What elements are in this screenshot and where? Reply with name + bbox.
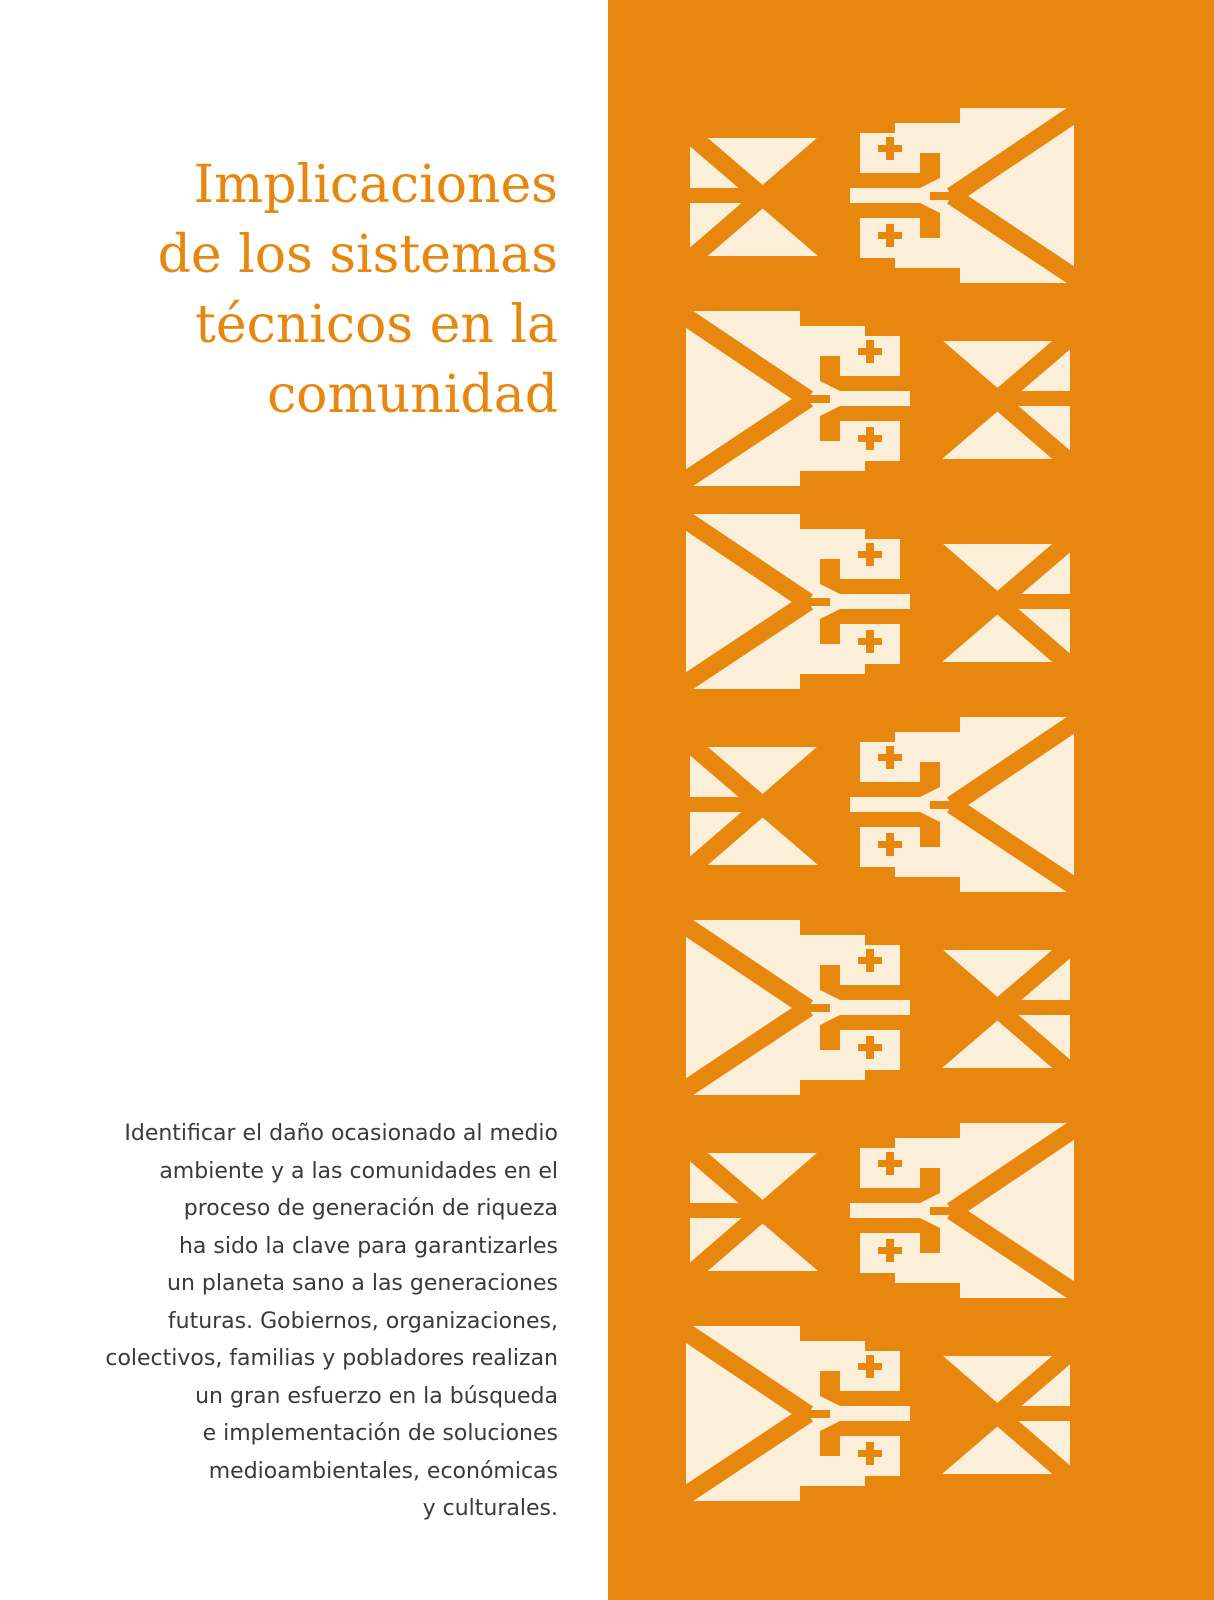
intro-line: medioambientales, económicas [208,1458,558,1484]
ornament-motif [680,920,1080,1095]
ornament-motif [680,311,1080,486]
intro-line: Identificar el daño ocasionado al medio [124,1121,558,1146]
intro-line: e implementación de soluciones [202,1421,558,1446]
chapter-title-line: técnicos en la [195,295,558,355]
intro-line: proceso de generación de riqueza [183,1196,558,1221]
intro-line: colectivos, familias y pobladores realizan [105,1346,558,1371]
ornament-pattern [608,0,1214,1600]
intro-paragraph [38,1115,558,1528]
intro-line: y culturales. [422,1496,558,1521]
ornament-motif [680,1123,1080,1298]
ornament-motif [680,717,1080,892]
intro-line: un planeta sano a las generaciones [167,1271,558,1296]
intro-line: ambiente y a las comunidades en el [159,1158,558,1184]
ornament-motif [680,514,1080,689]
chapter-title-line: comunidad [267,365,558,425]
intro-line: un gran esfuerzo en la búsqueda [195,1383,558,1409]
ornament-motif [680,108,1080,283]
decorative-pattern-band [608,0,1214,1600]
chapter-title-line: Implicaciones [193,155,558,215]
chapter-title [38,150,558,430]
intro-line: futuras. Gobiernos, organizaciones, [167,1308,558,1334]
chapter-title-line: de los sistemas [157,225,558,285]
intro-line: ha sido la clave para garantizarles [178,1233,558,1259]
ornament-motif [680,1326,1080,1501]
